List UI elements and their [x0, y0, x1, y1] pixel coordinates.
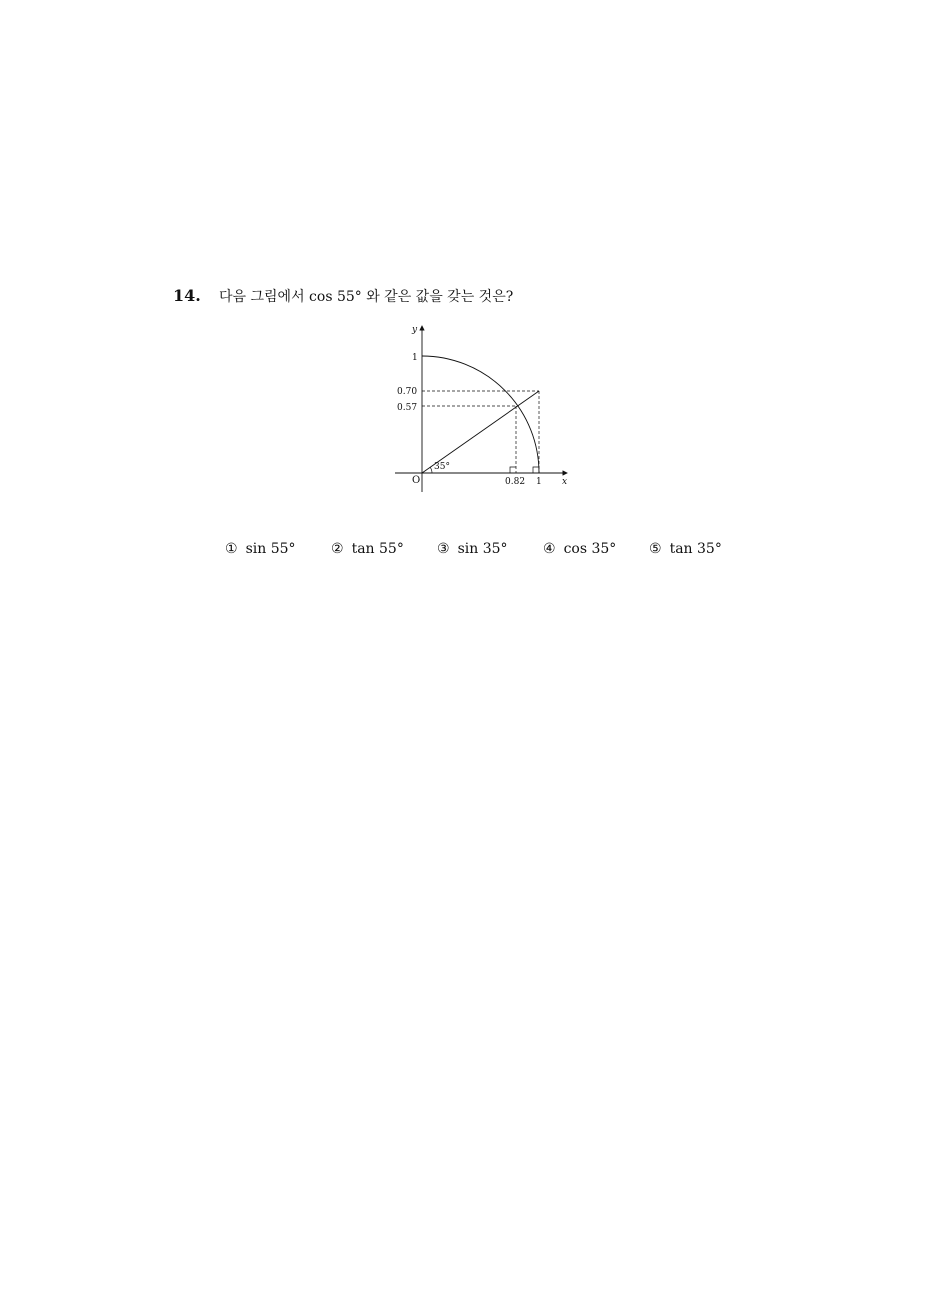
x-tick-082: 0.82	[505, 477, 526, 487]
question-block	[173, 286, 813, 586]
answer-choices	[225, 541, 755, 557]
y-tick-070: 0.70	[397, 387, 418, 397]
choice-marker: ④	[543, 541, 556, 557]
choice-label: tan 35°	[669, 541, 722, 557]
question-header	[173, 286, 513, 306]
unit-circle-arc	[422, 356, 539, 473]
choice-3[interactable]	[437, 541, 543, 557]
question-text: 다음 그림에서 cos 55° 와 같은 값을 갖는 것은?	[219, 289, 514, 305]
y-tick-057: 0.57	[397, 403, 418, 413]
choice-label: cos 35°	[563, 541, 617, 557]
choice-label: sin 35°	[457, 541, 508, 557]
right-angle-mark-1	[533, 467, 539, 473]
x-axis-label: x	[562, 477, 568, 487]
choice-marker: ②	[331, 541, 344, 557]
figure-svg	[395, 322, 575, 500]
angle-label: 35°	[434, 462, 450, 472]
choice-5[interactable]	[649, 541, 755, 557]
origin-label: O	[412, 475, 421, 486]
angle-arc	[430, 467, 432, 473]
choice-1[interactable]	[225, 541, 331, 557]
choice-marker: ③	[437, 541, 450, 557]
right-angle-mark-082	[510, 467, 516, 473]
choice-2[interactable]	[331, 541, 437, 557]
choice-4[interactable]	[543, 541, 649, 557]
y-tick-1: 1	[412, 353, 418, 363]
question-number: 14.	[173, 286, 201, 305]
choice-marker: ①	[225, 541, 238, 557]
choice-marker: ⑤	[649, 541, 662, 557]
angle-ray	[422, 391, 539, 473]
unit-circle-figure	[395, 322, 575, 500]
y-axis-label: y	[412, 325, 418, 335]
choice-label: tan 55°	[351, 541, 404, 557]
choice-label: sin 55°	[245, 541, 296, 557]
x-tick-1: 1	[536, 477, 542, 487]
